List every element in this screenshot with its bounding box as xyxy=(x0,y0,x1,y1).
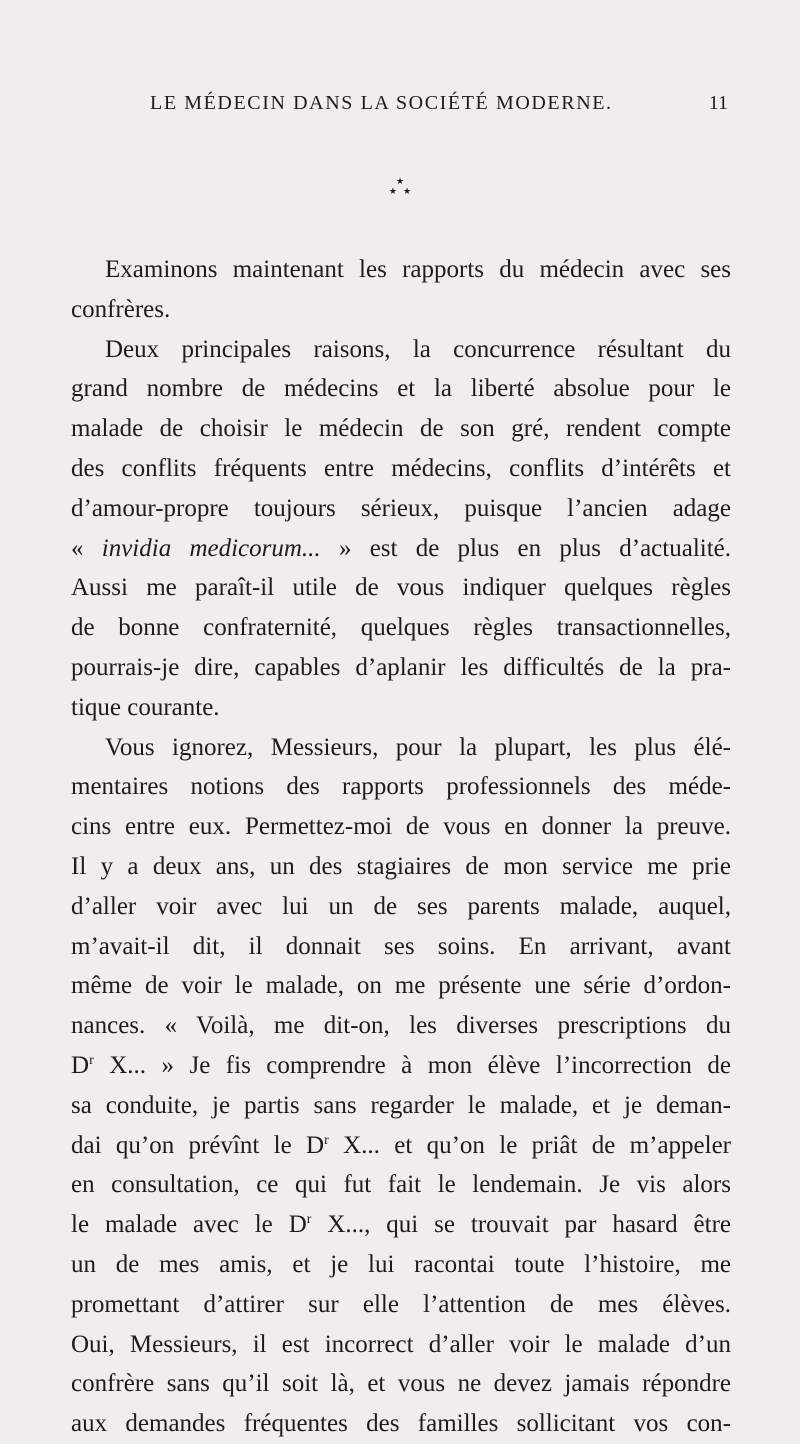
text-run: tique courante. xyxy=(71,693,220,721)
text-run: confrère sans qu’il soit là, et vous ne devez jamais répondre xyxy=(71,1370,731,1398)
superscript: r xyxy=(306,1212,312,1228)
text-line xyxy=(71,1285,731,1325)
superscript: r xyxy=(324,1132,329,1148)
text-run: pourrais-je dire, capables d’aplanir les difficultés de la pra- xyxy=(71,653,731,681)
text-line xyxy=(71,1165,731,1205)
superscript: r xyxy=(89,1052,94,1068)
text-run: D xyxy=(71,1051,90,1079)
text-run: de bonne confraternité, quelques règles transactionnelles, xyxy=(71,614,731,642)
text-line xyxy=(71,1364,731,1404)
text-run: Aussi me paraît-il utile de vous indiquer quelques règles xyxy=(71,574,731,602)
star-icon: ★ xyxy=(388,186,397,196)
text-line xyxy=(71,489,731,529)
text-run: X..., qui se trouvait par hasard être xyxy=(311,1211,732,1239)
text-run: des conflits fréquents entre médecins, conflits d’intérêts et xyxy=(71,454,731,482)
page-number: 11 xyxy=(708,92,728,114)
text-line xyxy=(71,1126,731,1166)
text-run: un de mes amis, et je lui racontai toute l’histoire, me xyxy=(71,1250,731,1278)
running-head xyxy=(0,92,800,124)
text-run: Il y a deux ans, un des stagiaires de mon service me prie xyxy=(71,852,731,880)
text-line xyxy=(71,568,731,608)
text-run: Deux principales raisons, la concurrence résultant du xyxy=(105,335,731,363)
text-line xyxy=(71,807,731,847)
text-line xyxy=(71,927,731,967)
text-line xyxy=(71,1205,731,1245)
text-line xyxy=(71,449,731,489)
text-run: d’aller voir avec lui un de ses parents malade, auquel, xyxy=(71,892,731,920)
text-line xyxy=(71,648,731,688)
text-line xyxy=(71,728,731,768)
text-line xyxy=(71,767,731,807)
ornament-row xyxy=(0,186,800,196)
text-run: Oui, Messieurs, il est incorrect d’aller voir le malade d’un xyxy=(71,1330,731,1358)
star-icon: ★ xyxy=(403,186,412,196)
body-text xyxy=(71,250,731,1444)
text-run: sa conduite, je partis sans regarder le malade, et je deman- xyxy=(71,1091,731,1119)
text-run: en consultation, ce qui fut fait le lendemain. Je vis alors xyxy=(71,1171,731,1199)
text-run: d’amour-propre toujours sérieux, puisque l’ancien adage xyxy=(71,494,731,522)
text-run: malade de choisir le médecin de son gré, rendent compte xyxy=(71,415,731,443)
text-run: Examinons maintenant les rapports du médecin avec ses xyxy=(105,256,731,283)
text-run: « xyxy=(71,534,102,562)
text-line xyxy=(71,369,731,409)
text-line xyxy=(71,250,731,290)
text-run: mentaires notions des rapports professionnels des méde- xyxy=(71,773,731,801)
text-line xyxy=(71,529,731,569)
text-line xyxy=(71,966,731,1006)
running-title: LE MÉDECIN DANS LA SOCIÉTÉ MODERNE. xyxy=(150,92,613,114)
text-run: X... » Je fis comprendre à mon élève l’incorrection de xyxy=(93,1051,731,1079)
text-line xyxy=(71,290,731,330)
text-line xyxy=(71,847,731,887)
text-run: le malade avec le D xyxy=(71,1211,307,1239)
text-line xyxy=(71,1404,731,1444)
text-line xyxy=(71,330,731,370)
text-line xyxy=(71,1046,731,1086)
text-run: nances. « Voilà, me dit-on, les diverses prescriptions du xyxy=(71,1012,731,1040)
italic-phrase: invidia medicorum... xyxy=(101,534,321,562)
text-line xyxy=(71,1086,731,1126)
text-line xyxy=(71,1245,731,1285)
star-icon: ★ xyxy=(395,176,405,186)
asterism-ornament xyxy=(0,176,800,216)
text-run: cins entre eux. Permettez-moi de vous en donner la preuve. xyxy=(71,813,731,841)
text-run: grand nombre de médecins et la liberté absolue pour le xyxy=(71,375,731,403)
text-run: X... et qu’on le priât de m’appeler xyxy=(328,1131,732,1159)
text-run: dai qu’on prévînt le D xyxy=(71,1131,325,1159)
text-line xyxy=(71,409,731,449)
text-line xyxy=(71,887,731,927)
text-run: aux demandes fréquentes des familles sollicitant vos con- xyxy=(71,1410,731,1438)
text-line xyxy=(71,688,731,728)
text-run: même de voir le malade, on me présente une série d’ordon- xyxy=(71,972,731,1000)
text-run: m’avait-il dit, il donnait ses soins. En arrivant, avant xyxy=(71,932,731,960)
text-line xyxy=(71,608,731,648)
text-run: » est de plus en plus d’actualité. xyxy=(320,534,732,562)
text-line xyxy=(71,1325,731,1365)
text-run: confrères. xyxy=(71,295,171,323)
text-line xyxy=(71,1006,731,1046)
text-run: promettant d’attirer sur elle l’attention de mes élèves. xyxy=(71,1290,731,1318)
text-run: Vous ignorez, Messieurs, pour la plupart, les plus élé- xyxy=(105,733,731,761)
ornament-row xyxy=(0,176,800,186)
